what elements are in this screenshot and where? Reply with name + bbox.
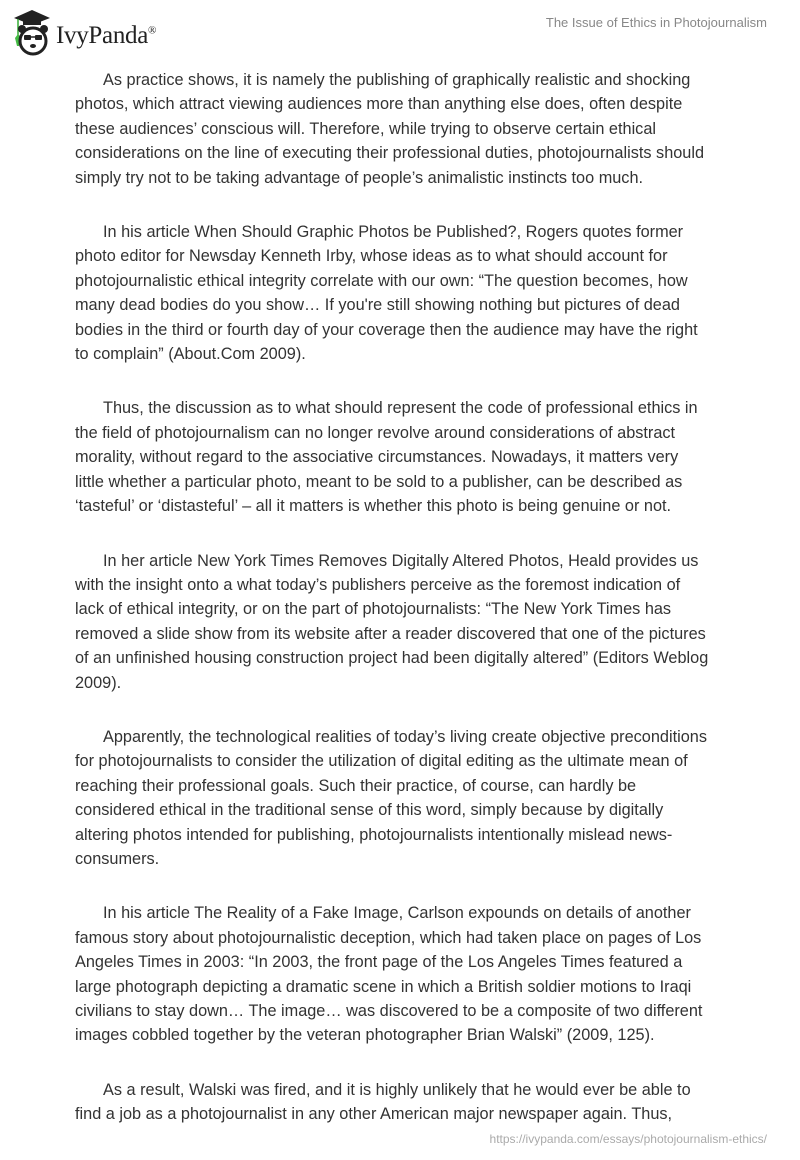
text-line: of an unfinished housing construction project had been digitally altered” (Editors Weblog [75,649,709,668]
text-line: altering photos intended for publishing, photojournalists intentionally mislead news- [75,825,673,844]
text-line: removed a slide show from its website after a reader discovered that one of the pictures [75,624,706,643]
text-line: Angeles Times in 2003: “In 2003, the front page of the Los Angeles Times featured a [75,953,683,972]
paragraph [75,725,735,871]
text-line: lack of ethical integrity, or on the part of photojournalists: “The New York Times has [75,600,672,619]
source-url[interactable]: https://ivypanda.com/essays/photojournalism-ethics/ [489,1132,767,1146]
text-line: these audiences’ conscious will. Therefore, while trying to observe certain ethical [75,119,656,138]
text-line: considered ethical in the traditional sense of this word, simply because by digitally [75,801,664,820]
text-line: little whether a particular photo, meant to be sold to a publisher, can be described as [75,472,683,491]
text-line: bodies in the third or fourth day of your coverage then the audience may have the right [75,320,698,339]
paragraph [75,68,735,190]
paragraph [75,396,735,518]
panda-graduate-icon [12,8,52,56]
text-line: find a job as a photojournalist in any other American major newspaper again. Thus, [75,1105,673,1124]
paragraph [75,549,735,695]
text-line: for photojournalists to consider the utilization of digital editing as the ultimate mean of [75,752,688,771]
text-line: ‘tasteful’ or ‘distasteful’ – all it matters is whether this photo is being genuine or not. [75,497,672,516]
text-line: the field of photojournalism can no longer revolve around considerations of abstract [75,423,676,442]
text-line: photojournalistic ethical integrity correlate with our own: “The question becomes, how [75,271,688,290]
text-line: considerations on the line of executing their professional duties, photojournalists should [75,144,705,163]
text-line: reaching their professional goals. Such their practice, of course, can hardly be [75,776,637,795]
text-line: many dead bodies do you show… If you're still showing nothing but pictures of dead [75,296,680,315]
text-line: photo editor for Newsday Kenneth Irby, whose ideas as to what should account for [75,247,668,266]
text-line: As practice shows, it is namely the publishing of graphically realistic and shocking [103,71,691,89]
text-line: Thus, the discussion as to what should represent the code of professional ethics in [103,399,698,418]
text-line: photos, which attract viewing audiences more than anything else does, often despite [75,95,683,114]
text-line: Apparently, the technological realities of today’s living create objective preconditions [103,727,707,746]
paragraph [75,220,735,366]
text-line: to complain” (About.Com 2009). [75,345,306,364]
paragraph [75,901,735,1047]
text-line: civilians to stay down… The image… was discovered to be a composite of two different [75,1002,703,1020]
text-line: with the insight onto a what today’s publishers perceive as the foremost indication of [75,575,681,594]
text-line: large photograph depicting a dramatic scene in which a British soldier motions to Iraqi [75,977,692,996]
logo-text: IvyPanda® [56,22,157,49]
paragraph [75,1078,735,1127]
text-line: morality, without regard to the associative circumstances. Nowadays, it matters very [75,448,679,467]
text-line: famous story about photojournalistic deception, which had taken place on pages of Los [75,928,702,947]
document-title: The Issue of Ethics in Photojournalism [545,15,767,30]
text-line: As a result, Walski was fired, and it is highly unlikely that he would ever be able to [103,1080,691,1099]
text-line: images cobbled together by the veteran photographer Brian Walski” (2009, 125). [75,1026,655,1045]
text-line: In his article The Reality of a Fake Image, Carlson expounds on details of another [103,904,691,923]
text-line: In his article When Should Graphic Photos be Published?, Rogers quotes former [103,223,684,242]
essay-body [75,68,735,1157]
ivypanda-logo[interactable] [12,8,156,56]
text-line: In her article New York Times Removes Digitally Altered Photos, Heald provides us [103,551,699,570]
text-line: consumers. [75,849,160,868]
text-line: 2009). [75,673,122,692]
text-line: simply try not to be taking advantage of people’s animalistic instincts too much. [75,168,644,187]
